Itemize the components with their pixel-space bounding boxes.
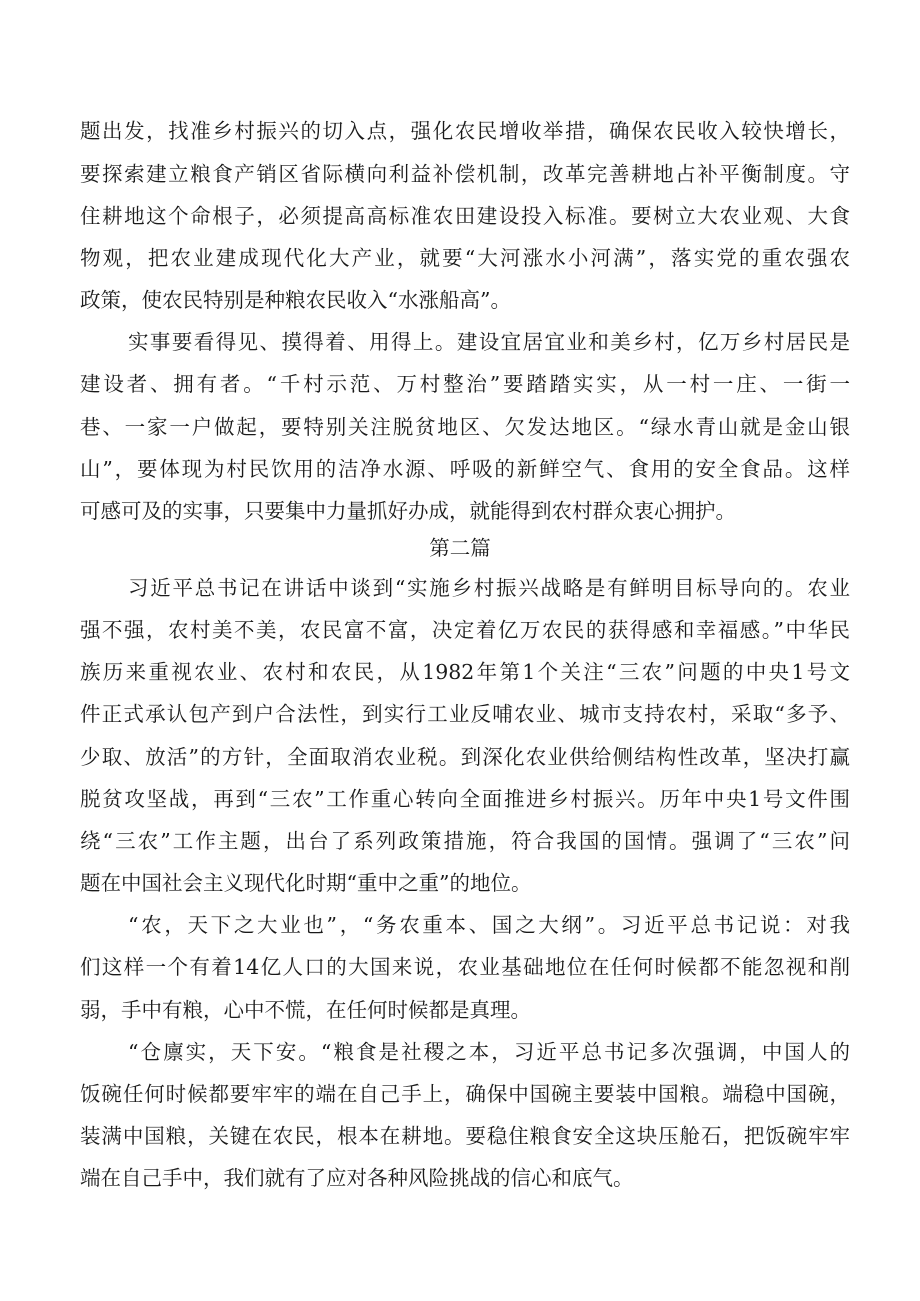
paragraph-first-line: 实事要看得见、摸得着、用得上。建设宜居宜业和美乡村，亿万乡村居民是	[128, 330, 850, 354]
section-heading: 第二篇	[429, 536, 491, 560]
text-line: 巷、一家一户做起，要特别关注脱贫地区、欠发达地区。“绿水青山就是金山银	[80, 415, 850, 439]
text-line: 件正式承认包产到户合法性，到实行工业反哺农业、城市支持农村，采取“多予、	[80, 702, 850, 726]
text-line: 弱，手中有粮，心中不慌，在任何时候都是真理。	[80, 998, 531, 1022]
text-line: 可感可及的实事，只要集中力量抓好办成，就能得到农村群众衷心拥护。	[80, 499, 736, 523]
text-line: 饭碗任何时候都要牢牢的端在自己手上，确保中国碗主要装中国粮。端稳中国碗，	[80, 1082, 850, 1106]
text-line: 题在中国社会主义现代化时期“重中之重”的地位。	[80, 871, 532, 895]
text-line: 建设者、拥有者。“千村示范、万村整治”要踏踏实实，从一村一庄、一街一	[80, 372, 850, 396]
text-line: 脱贫攻坚战，再到“三农”工作重心转向全面推进乡村振兴。历年中央1号文件围	[80, 787, 850, 811]
text-line: 题出发，找准乡村振兴的切入点，强化农民增收举措，确保农民收入较快增长，	[80, 119, 850, 143]
text-line: 政策，使农民特别是种粮农民收入“水涨船高”。	[80, 288, 511, 312]
text-line: 绕“三农”工作主题，出台了系列政策措施，符合我国的国情。强调了“三农”问	[80, 829, 850, 853]
text-line: 们这样一个有着14亿人口的大国来说，农业基础地位在任何时候都不能忽视和削	[80, 955, 850, 979]
text-line: 族历来重视农业、农村和农民，从1982年第1个关注“三农”问题的中央1号文	[80, 660, 850, 684]
text-line: 要探索建立粮食产销区省际横向利益补偿机制，改革完善耕地占补平衡制度。守	[80, 162, 850, 186]
text-line: 端在自己手中，我们就有了应对各种风险挑战的信心和底气。	[80, 1166, 634, 1190]
text-line: 住耕地这个命根子，必须提高高标准农田建设投入标准。要树立大农业观、大食	[80, 204, 850, 228]
text-line: 装满中国粮，关键在农民，根本在耕地。要稳住粮食安全这块压舱石，把饭碗牢牢	[80, 1124, 850, 1148]
text-line: 山”，要体现为村民饮用的洁净水源、呼吸的新鲜空气、食用的安全食品。这样	[80, 457, 850, 481]
text-line: 少取、放活”的方针，全面取消农业税。到深化农业供给侧结构性改革，坚决打赢	[80, 745, 850, 769]
paragraph-first-line: “农，天下之大业也”，“务农重本、国之大纲”。习近平总书记说：对我	[128, 913, 850, 937]
paragraph-first-line: “仓廪实，天下安。“粮食是社稷之本，习近平总书记多次强调，中国人的	[128, 1040, 850, 1064]
text-line: 物观，把农业建成现代化大产业，就要“大河涨水小河满”，落实党的重农强农	[80, 246, 850, 270]
text-line: 强不强，农村美不美，农民富不富，决定着亿万农民的获得感和幸福感。”中华民	[80, 618, 850, 642]
paragraph-first-line: 习近平总书记在讲话中谈到“实施乡村振兴战略是有鲜明目标导向的。农业	[128, 576, 850, 600]
